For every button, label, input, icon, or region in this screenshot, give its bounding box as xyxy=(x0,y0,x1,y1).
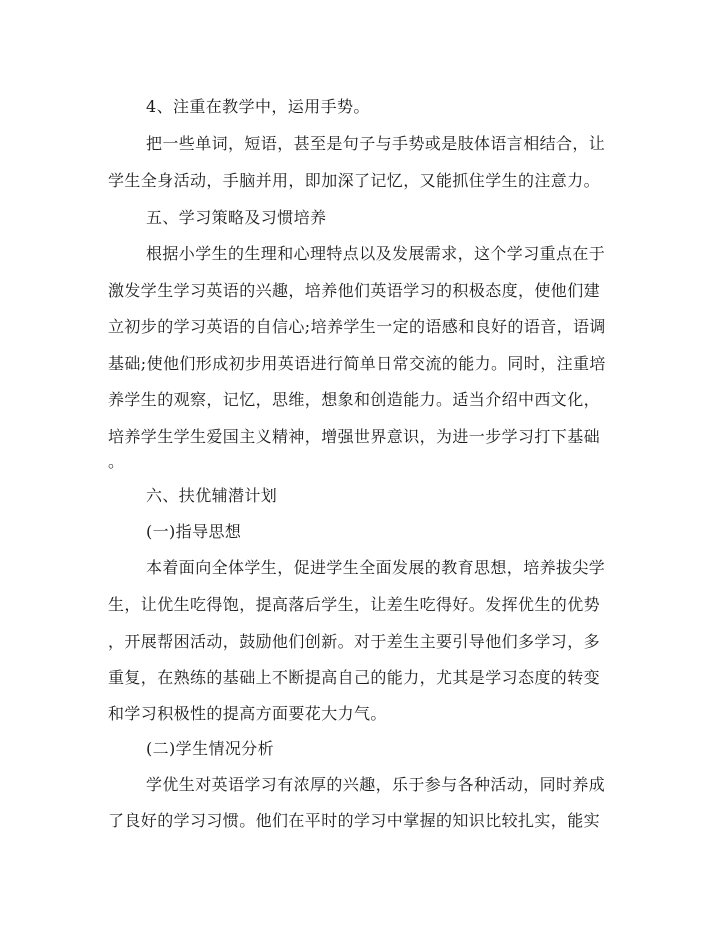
list-heading-gesture: 4、注重在教学中，运用手势。 xyxy=(146,97,370,116)
paragraph-line: 本着面向全体学生，促进学生全面发展的教育思想，培养拔尖学 xyxy=(146,558,606,577)
section-heading-support-plan: 六、扶优辅潜计划 xyxy=(146,486,278,505)
paragraph-line: 和学习积极性的提高方面要花大力气。 xyxy=(108,704,387,723)
paragraph-line: 重复，在熟练的基础上不断提高自己的能力，尤其是学习态度的转变 xyxy=(108,668,601,687)
paragraph-line: 生，让优生吃得饱，提高落后学生，让差生吃得好。发挥优生的优势 xyxy=(108,595,601,614)
paragraph-line: 学优生对英语学习有浓厚的兴趣，乐于参与各种活动，同时养成 xyxy=(146,775,606,794)
paragraph-line: 立初步的学习英语的自信心;培养学生一定的语感和良好的语音，语调 xyxy=(108,317,606,336)
paragraph-line: 基础;使他们形成初步用英语进行简单日常交流的能力。同时，注重培 xyxy=(108,354,606,373)
paragraph-line: 根据小学生的生理和心理特点以及发展需求，这个学习重点在于 xyxy=(146,244,606,263)
paragraph-line: 。 xyxy=(108,452,125,471)
section-heading-strategy: 五、学习策略及习惯培养 xyxy=(146,208,327,227)
paragraph-line: 培养学生学生爱国主义精神，增强世界意识，为进一步学习打下基础 xyxy=(108,427,601,446)
subsection-heading-guiding-idea: (一)指导思想 xyxy=(146,522,242,541)
subsection-heading-student-analysis: (二)学生情况分析 xyxy=(146,739,275,758)
paragraph-line: 把一些单词，短语，甚至是句子与手势或是肢体语言相结合，让 xyxy=(146,134,606,153)
paragraph-line: 了良好的学习习惯。他们在平时的学习中掌握的知识比较扎实，能实 xyxy=(108,811,601,830)
paragraph-line: 学生全身活动，手脑并用，即加深了记忆，又能抓住学生的注意力。 xyxy=(108,171,601,190)
paragraph-line: 激发学生学习英语的兴趣，培养他们英语学习的积极态度，使他们建 xyxy=(108,281,601,300)
paragraph-line: 养学生的观察，记忆，思维，想象和创造能力。适当介绍中西文化， xyxy=(108,390,601,409)
paragraph-line: ，开展帮困活动，鼓励他们创新。对于差生主要引导他们多学习，多 xyxy=(108,632,601,651)
